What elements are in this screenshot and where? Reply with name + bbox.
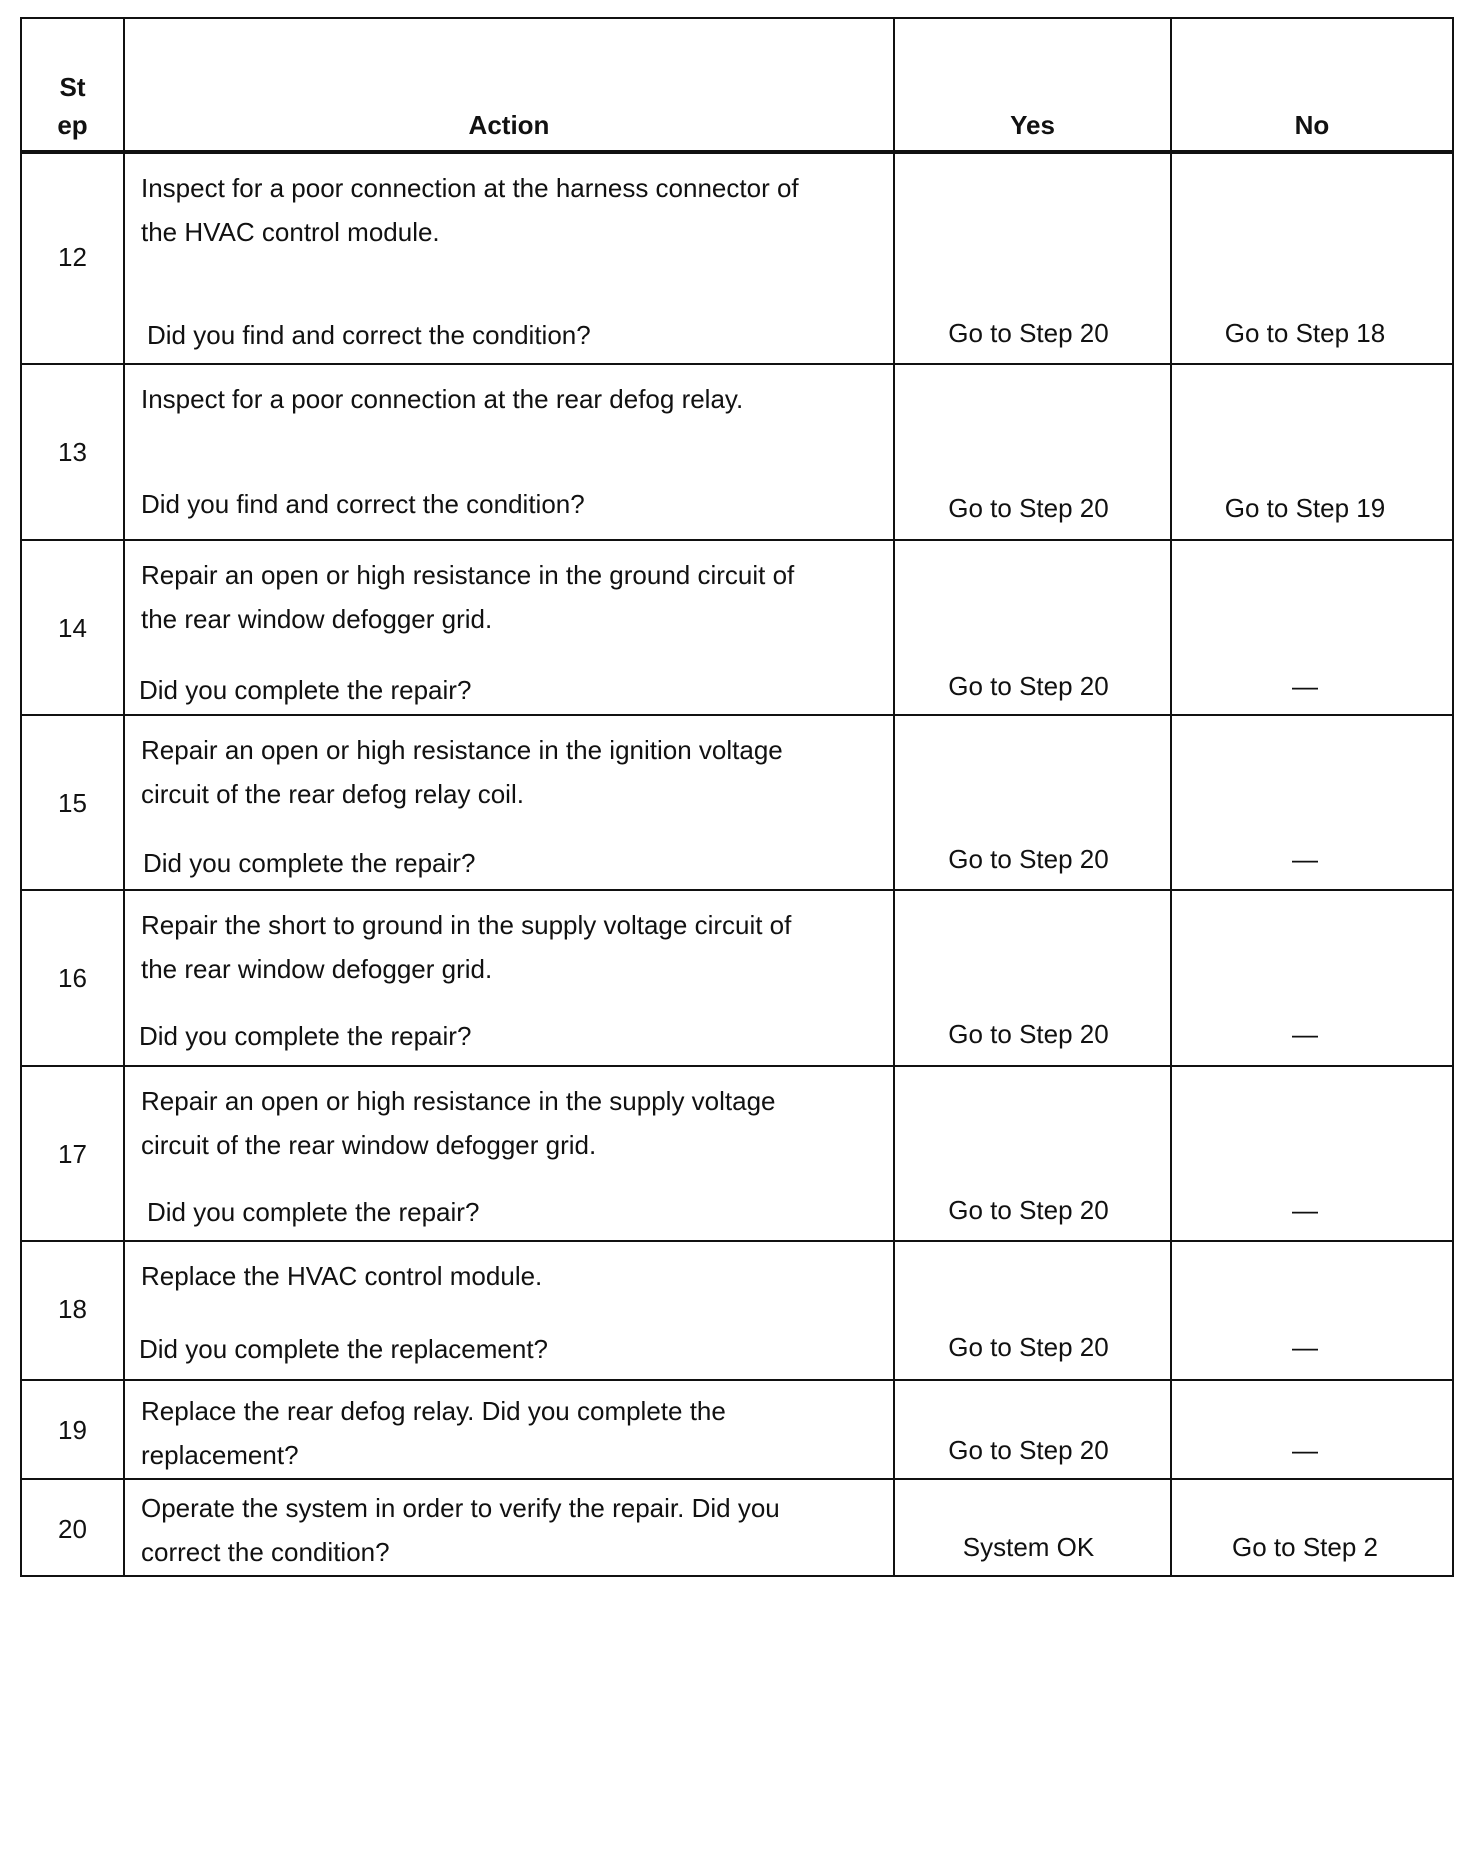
action-question: Did you complete the replacement? — [139, 1334, 549, 1364]
step-cell — [21, 364, 124, 540]
step-cell — [21, 1380, 124, 1479]
table-row — [21, 1066, 1453, 1241]
yes-result: Go to Step 20 — [948, 671, 1109, 701]
yes-cell — [894, 1380, 1171, 1479]
header-no: No — [1171, 18, 1453, 152]
header-step — [21, 18, 124, 152]
yes-cell — [894, 152, 1171, 364]
no-cell — [1171, 364, 1453, 540]
action-cell — [124, 364, 894, 540]
no-result: Go to Step 18 — [1224, 318, 1386, 348]
step-number: 20 — [58, 1514, 87, 1544]
yes-result: Go to Step 20 — [948, 844, 1109, 874]
table-row — [21, 1241, 1453, 1380]
action-text: Repair an open or high resistance in the ignition voltage circuit of the rear defog relay coil. — [141, 735, 783, 809]
header-step-line2: ep — [57, 110, 88, 140]
action-text: Repair an open or high resistance in the supply voltage circuit of the rear window defogger grid. — [141, 1086, 776, 1160]
action-question: Did you complete the repair? — [147, 1197, 480, 1227]
step-number: 17 — [58, 1139, 87, 1169]
no-result: — — [1292, 1332, 1318, 1362]
yes-result: Go to Step 20 — [948, 493, 1109, 523]
table-row — [21, 364, 1453, 540]
action-text: Replace the rear defog relay. Did you complete the replacement? — [141, 1396, 726, 1470]
table-row — [21, 890, 1453, 1066]
action-question: Did you find and correct the condition? — [147, 320, 591, 350]
action-text: Repair the short to ground in the supply voltage circuit of the rear window defogger grid. — [141, 910, 792, 984]
diagnostic-table — [20, 17, 1454, 1577]
no-result: Go to Step 19 — [1224, 493, 1386, 523]
no-result: — — [1292, 1019, 1318, 1049]
action-question: Did you complete the repair? — [139, 675, 472, 705]
yes-result: System OK — [962, 1532, 1095, 1562]
step-number: 15 — [58, 788, 87, 818]
no-result: Go to Step 2 — [1232, 1532, 1378, 1562]
yes-cell — [894, 364, 1171, 540]
action-cell — [124, 152, 894, 364]
header-yes: Yes — [894, 18, 1171, 152]
table-row — [21, 540, 1453, 715]
yes-cell — [894, 715, 1171, 890]
step-cell — [21, 540, 124, 715]
no-cell — [1171, 1241, 1453, 1380]
no-result: — — [1292, 1435, 1318, 1465]
step-number: 19 — [58, 1415, 87, 1445]
yes-result: Go to Step 20 — [948, 1435, 1109, 1465]
yes-result: Go to Step 20 — [948, 1332, 1109, 1362]
step-cell — [21, 890, 124, 1066]
yes-cell — [894, 1241, 1171, 1380]
yes-result: Go to Step 20 — [948, 318, 1109, 348]
no-result: — — [1292, 844, 1318, 874]
no-result: — — [1292, 1195, 1318, 1225]
action-cell — [124, 1380, 894, 1479]
no-cell — [1171, 540, 1453, 715]
action-question: Did you complete the repair? — [143, 848, 476, 878]
action-cell — [124, 1479, 894, 1576]
yes-result: Go to Step 20 — [948, 1019, 1109, 1049]
step-number: 13 — [58, 437, 87, 467]
yes-cell — [894, 1479, 1171, 1576]
step-cell — [21, 1479, 124, 1576]
step-number: 16 — [58, 963, 87, 993]
step-cell — [21, 1241, 124, 1380]
no-cell — [1171, 152, 1453, 364]
yes-cell — [894, 1066, 1171, 1241]
table-row — [21, 1380, 1453, 1479]
step-cell — [21, 715, 124, 890]
no-cell — [1171, 1380, 1453, 1479]
step-cell — [21, 1066, 124, 1241]
no-cell — [1171, 715, 1453, 890]
no-cell — [1171, 1479, 1453, 1576]
step-number: 18 — [58, 1294, 87, 1324]
action-text: Inspect for a poor connection at the rear defog relay. — [141, 384, 744, 414]
action-cell — [124, 890, 894, 1066]
yes-result: Go to Step 20 — [948, 1195, 1109, 1225]
step-number: 14 — [58, 613, 87, 643]
table-row — [21, 152, 1453, 364]
action-cell — [124, 540, 894, 715]
action-text: Operate the system in order to verify the repair. Did you correct the condition? — [141, 1493, 780, 1567]
step-cell — [21, 152, 124, 364]
action-cell — [124, 1066, 894, 1241]
action-cell — [124, 1241, 894, 1380]
yes-cell — [894, 890, 1171, 1066]
table-row — [21, 1479, 1453, 1576]
action-question: Did you complete the repair? — [139, 1021, 472, 1051]
header-action: Action — [124, 18, 894, 152]
action-question: Did you find and correct the condition? — [141, 489, 585, 519]
header-step-line1: St — [59, 72, 86, 102]
no-result: — — [1292, 671, 1318, 701]
no-cell — [1171, 1066, 1453, 1241]
action-text: Repair an open or high resistance in the ground circuit of the rear window defogger grid. — [141, 560, 795, 634]
yes-cell — [894, 540, 1171, 715]
header-row — [21, 18, 1453, 152]
action-text: Replace the HVAC control module. — [141, 1261, 543, 1291]
table-row — [21, 715, 1453, 890]
step-number: 12 — [58, 242, 87, 272]
no-cell — [1171, 890, 1453, 1066]
action-text: Inspect for a poor connection at the harness connector of the HVAC control module. — [141, 173, 799, 247]
action-cell — [124, 715, 894, 890]
